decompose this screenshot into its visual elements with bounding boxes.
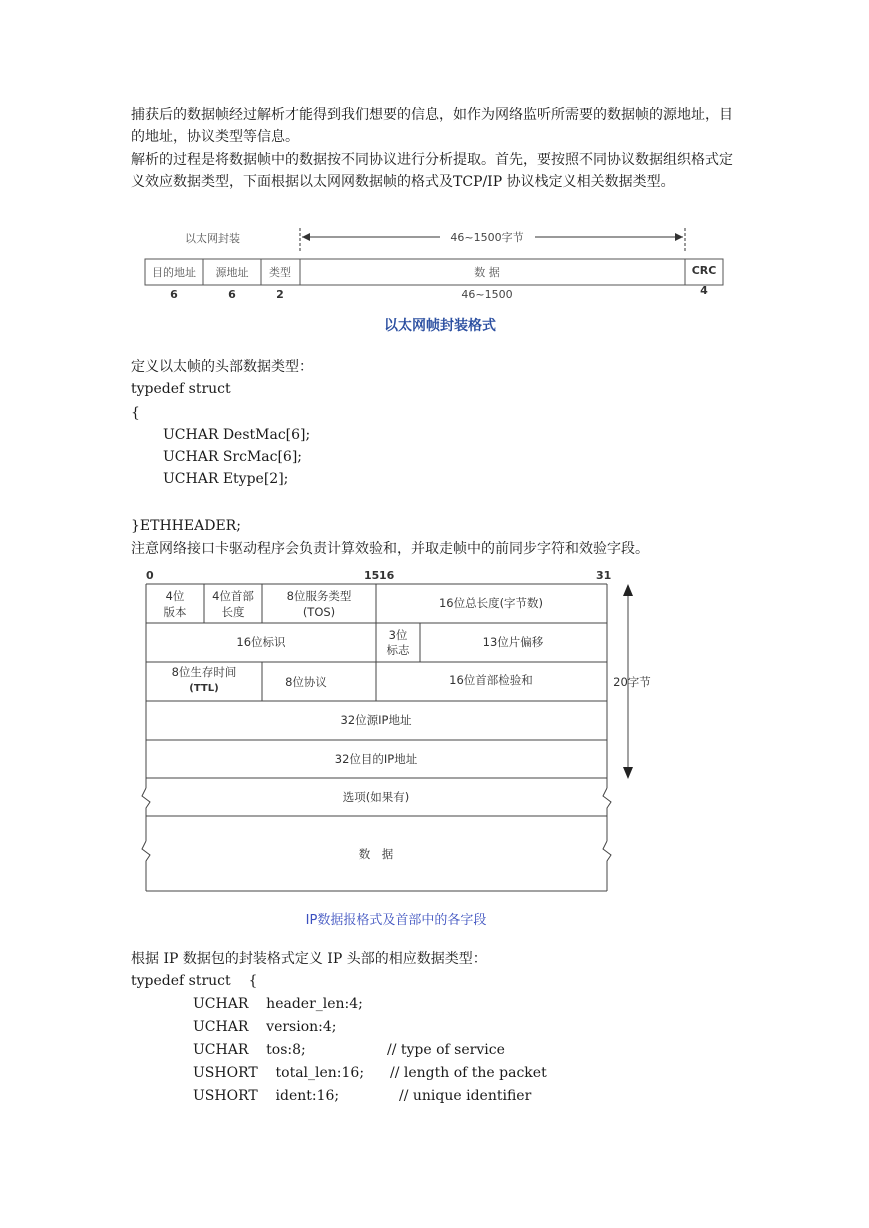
- field-dest-size: 6: [170, 288, 178, 301]
- size-label: 20字节: [613, 675, 651, 689]
- field-data-size: 46~1500: [461, 288, 513, 301]
- encap-label: 以太网封装: [185, 232, 240, 245]
- tos-label-2: (TOS): [302, 605, 336, 619]
- intro-paragraph-2: 解析的过程是将数据帧中的数据按不同协议进行分析提取。首先，要按照不同协议数据组织格式定义效应数据类型，下面根据以太网网数据帧的格式及TCP/IP 协议栈定义相关数据类型。: [131, 152, 733, 190]
- right-break-1: [603, 788, 611, 841]
- ip-field-tos-comment: // type of service: [387, 1042, 505, 1058]
- field-type-size: 2: [276, 288, 284, 301]
- field-dest-label: 目的地址: [152, 266, 196, 279]
- ip-field-version: UCHAR version:4;: [193, 1019, 337, 1035]
- eth-code-destmac: UCHAR DestMac[6];: [163, 427, 311, 443]
- ip-field-tos: UCHAR tos:8;: [193, 1042, 306, 1058]
- data-label: 数 据: [358, 847, 394, 861]
- tos-label-1: 8位服务类型: [286, 589, 352, 603]
- ttl-label-1: 8位生存时间: [171, 665, 237, 679]
- arrowhead-left-icon: [302, 233, 310, 241]
- flags-label-2: 标志: [386, 643, 410, 657]
- hlen-label-1: 4位首部: [212, 589, 254, 603]
- eth-code-typedef: typedef struct: [131, 381, 231, 397]
- ip-code-typedef: typedef struct {: [131, 973, 258, 989]
- eth-figure-caption: 以太网帧封装格式: [384, 318, 496, 334]
- bit-16-label: 16: [379, 569, 395, 582]
- version-label-1: 4位: [165, 589, 185, 603]
- total-len-label: 16位总长度(字节数): [438, 596, 544, 610]
- bit-31-label: 31: [596, 569, 612, 582]
- ip-field-header-len: UCHAR header_len:4;: [193, 996, 363, 1012]
- size-arrow-up-icon: [623, 584, 633, 596]
- options-label: 选项(如果有): [342, 790, 410, 804]
- bit-0-label: 0: [146, 569, 154, 582]
- eth-code-note: 注意网络接口卡驱动程序会负责计算效验和，并取走帧中的前同步字符和效验字段。: [131, 541, 649, 557]
- eth-code-etype: UCHAR Etype[2];: [163, 471, 289, 487]
- field-crc-label: CRC: [691, 264, 717, 277]
- src-ip-label: 32位源IP地址: [340, 713, 412, 727]
- left-break-1: [142, 788, 150, 841]
- frag-label: 13位片偏移: [482, 635, 544, 649]
- ip-header-diagram: [136, 566, 666, 934]
- size-arrow-down-icon: [623, 767, 633, 779]
- ethernet-frame-diagram: [140, 222, 730, 342]
- dst-ip-label: 32位目的IP地址: [334, 752, 418, 766]
- hlen-label-2: 长度: [221, 605, 245, 619]
- ip-field-total-len: USHORT total_len:16;: [193, 1065, 365, 1081]
- bit-15-label: 15: [364, 569, 380, 582]
- field-type-label: 类型: [269, 266, 291, 279]
- checksum-label: 16位首部检验和: [449, 673, 533, 687]
- ttl-label-2: (TTL): [189, 683, 219, 694]
- ip-figure-caption: IP数据报格式及首部中的各字段: [305, 913, 487, 928]
- field-src-size: 6: [228, 288, 236, 301]
- ip-field-ident: USHORT ident:16;: [193, 1088, 340, 1104]
- range-label: 46~1500字节: [450, 231, 524, 244]
- ip-field-ident-comment: // unique identifier: [399, 1088, 532, 1104]
- field-src-label: 源地址: [215, 266, 249, 279]
- left-break-2: [142, 841, 150, 891]
- ip-field-total-len-comment: // length of the packet: [390, 1065, 547, 1081]
- field-crc-size: 4: [700, 284, 708, 297]
- eth-code-srcmac: UCHAR SrcMac[6];: [163, 449, 303, 465]
- flags-label-1: 3位: [388, 628, 408, 642]
- proto-label: 8位协议: [285, 675, 327, 689]
- ip-code-intro: 根据 IP 数据包的封装格式定义 IP 头部的相应数据类型：: [131, 951, 487, 967]
- ident-label: 16位标识: [236, 635, 286, 649]
- eth-code-close: }ETHHEADER;: [131, 518, 241, 534]
- field-data-label: 数 据: [474, 266, 500, 279]
- version-label-2: 版本: [163, 605, 187, 619]
- intro-paragraph-1: 捕获后的数据帧经过解析才能得到我们想要的信息，如作为网络监听所需要的数据帧的源地址，目的地址，协议类型等信息。: [131, 107, 733, 145]
- right-break-2: [603, 841, 611, 891]
- eth-code-intro: 定义以太帧的头部数据类型：: [131, 359, 313, 375]
- eth-code-open-brace: {: [131, 405, 140, 421]
- arrowhead-right-icon: [675, 233, 683, 241]
